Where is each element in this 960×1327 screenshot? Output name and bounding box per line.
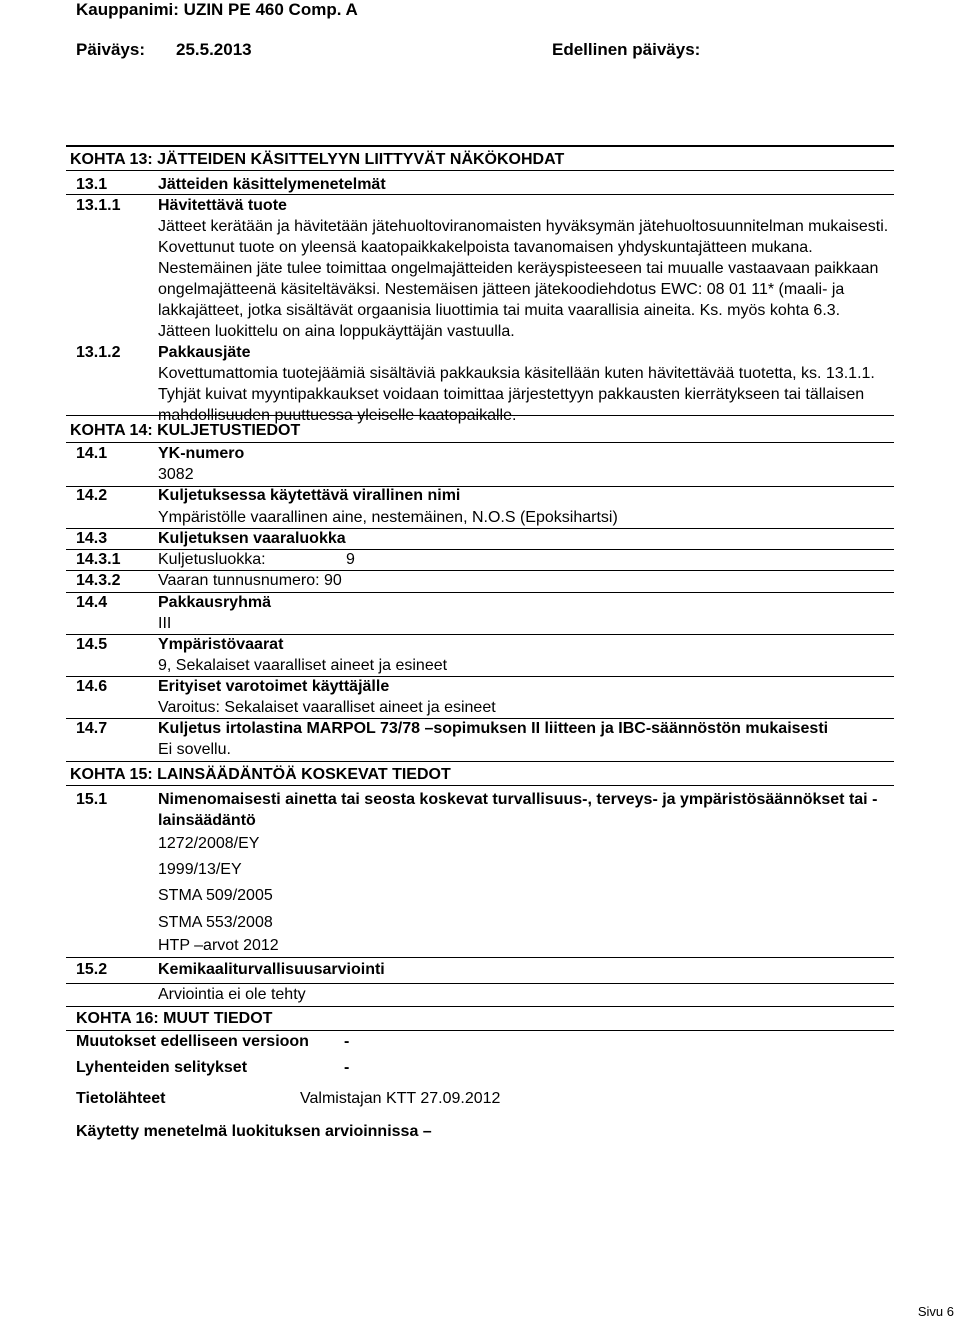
divider (66, 528, 894, 529)
divider (66, 486, 894, 487)
top-rule (66, 146, 894, 147)
previous-date-label: Edellinen päiväys: (552, 40, 701, 59)
item-number: 13.1.2 (76, 344, 121, 361)
method-label: Käytetty menetelmä luokituksen arvioinnissa – (76, 1123, 432, 1140)
divider (66, 785, 894, 786)
paragraph-line: Jätteet kerätään ja hävitetään jätehuoltoviranomaisten hyväksymän jätehuoltosuunnitelman mukaisesti. (158, 218, 889, 235)
page-number: Sivu 6 (917, 1304, 954, 1319)
item-number: 14.3 (76, 530, 108, 547)
regulation-ref: HTP –arvot 2012 (158, 937, 279, 954)
item-value: III (158, 615, 172, 632)
item-number: 14.3.1 (76, 551, 121, 568)
sources-label: Tietolähteet (76, 1090, 166, 1107)
divider (66, 1030, 894, 1031)
item-number: 14.2 (76, 487, 108, 504)
item-number: 14.4 (76, 594, 108, 611)
item-number: 15.2 (76, 961, 108, 978)
item-title: Jätteiden käsittelymenetelmät (158, 176, 386, 193)
item-number: 13.1.1 (76, 197, 121, 214)
date-label: Päiväys: (76, 40, 145, 59)
item-title: Erityiset varotoimet käyttäjälle (158, 678, 390, 695)
item-number: 14.5 (76, 636, 108, 653)
divider (66, 549, 894, 550)
item-title: Pakkausjäte (158, 344, 251, 361)
regulation-ref: 1272/2008/EY (158, 835, 260, 852)
item-title: Pakkausryhmä (158, 594, 271, 611)
item-title: Nimenomaisesti ainetta tai seosta koskevat turvallisuus-, terveys- ja ympäristösäännökset tai - (158, 791, 878, 808)
paragraph-line: mahdollisuuden puuttuessa yleiselle kaatopaikalle. (158, 407, 517, 424)
regulation-ref: STMA 553/2008 (158, 914, 273, 931)
divider (66, 983, 894, 984)
divider (66, 170, 894, 171)
divider (66, 634, 894, 635)
item-number: 14.3.2 (76, 572, 121, 589)
paragraph-line: Tyhjät kuivat myyntipakkaukset voidaan toimittaa järjestettyyn pakkausten kierrätykseen tai tällaisen (158, 386, 865, 403)
item-title: Kuljetus irtolastina MARPOL 73/78 –sopimuksen II liitteen ja IBC-säännöstön mukaisesti (158, 720, 829, 737)
item-number: 13.1 (76, 176, 108, 193)
section-13-heading: KOHTA 13: JÄTTEIDEN KÄSITTELYYN LIITTYVÄT NÄKÖKOHDAT (70, 151, 565, 168)
item-title: lainsäädäntö (158, 812, 256, 829)
changes-label: Muutokset edelliseen versioon (76, 1033, 309, 1050)
paragraph-line: Kovettunut tuote on yleensä kaatopaikkakelpoista tavanomaisen yhdyskuntajätteen mukana. (158, 239, 813, 256)
item-title: Kemikaaliturvallisuusarviointi (158, 961, 385, 978)
divider (66, 415, 894, 416)
abbreviations-value: - (344, 1059, 350, 1076)
divider (66, 570, 894, 571)
divider (66, 1006, 894, 1007)
divider (66, 957, 894, 958)
item-value: Arviointia ei ole tehty (158, 986, 306, 1003)
sources-value: Valmistajan KTT 27.09.2012 (300, 1090, 501, 1107)
changes-value: - (344, 1033, 350, 1050)
divider (66, 592, 894, 593)
item-value: 9, Sekalaiset vaaralliset aineet ja esineet (158, 657, 448, 674)
paragraph-line: lakkajätteet, jotka sisältävät orgaanisia liuottimia tai muita vaarallisia aineita. Ks. myös kohta 6.3. (158, 302, 841, 319)
section-14-heading: KOHTA 14: KULJETUSTIEDOT (70, 422, 301, 439)
paragraph-line: Kovettumattomia tuotejäämiä sisältäviä pakkauksia käsitellään kuten hävitettävää tuotetta, ks. 13.1.1. (158, 365, 875, 382)
paragraph-line: ongelmajätteenä käsiteltäväksi. Nestemäisen jätteen jätekoodiehdotus EWC: 08 01 11* (maali- ja (158, 281, 845, 298)
divider (66, 194, 894, 195)
section-15-heading: KOHTA 15: LAINSÄÄDÄNTÖÄ KOSKEVAT TIEDOT (70, 766, 451, 783)
regulation-ref: 1999/13/EY (158, 861, 242, 878)
regulation-ref: STMA 509/2005 (158, 887, 273, 904)
item-title: Vaaran tunnusnumero: 90 (158, 572, 342, 589)
item-number: 14.6 (76, 678, 108, 695)
item-value: Ei sovellu. (158, 741, 231, 758)
item-title: YK-numero (158, 445, 245, 462)
item-value: Ympäristölle vaarallinen aine, nestemäinen, N.O.S (Epoksihartsi) (158, 509, 618, 526)
divider (66, 442, 894, 443)
item-number: 15.1 (76, 791, 108, 808)
divider (66, 145, 894, 146)
divider (66, 718, 894, 719)
item-value: 9 (346, 551, 355, 568)
date-value: 25.5.2013 (176, 40, 252, 59)
item-title: Hävitettävä tuote (158, 197, 287, 214)
section-16-heading: KOHTA 16: MUUT TIEDOT (76, 1010, 273, 1027)
item-title: Kuljetuksessa käytettävä virallinen nimi (158, 487, 461, 504)
item-number: 14.1 (76, 445, 108, 462)
item-title: Ympäristövaarat (158, 636, 284, 653)
item-title: Kuljetusluokka: (158, 551, 266, 568)
divider (66, 761, 894, 762)
tradename: Kauppanimi: UZIN PE 460 Comp. A (76, 0, 358, 19)
abbreviations-label: Lyhenteiden selitykset (76, 1059, 248, 1076)
item-number: 14.7 (76, 720, 108, 737)
item-value: Varoitus: Sekalaiset vaaralliset aineet ja esineet (158, 699, 496, 716)
divider (66, 676, 894, 677)
item-title: Kuljetuksen vaaraluokka (158, 530, 346, 547)
paragraph-line: Jätteen luokittelu on aina loppukäyttäjän vastuulla. (158, 323, 515, 340)
paragraph-line: Nestemäinen jäte tulee toimittaa ongelmajätteiden keräyspisteeseen tai muualle vastaavaan paikkaan (158, 260, 879, 277)
item-value: 3082 (158, 466, 194, 483)
